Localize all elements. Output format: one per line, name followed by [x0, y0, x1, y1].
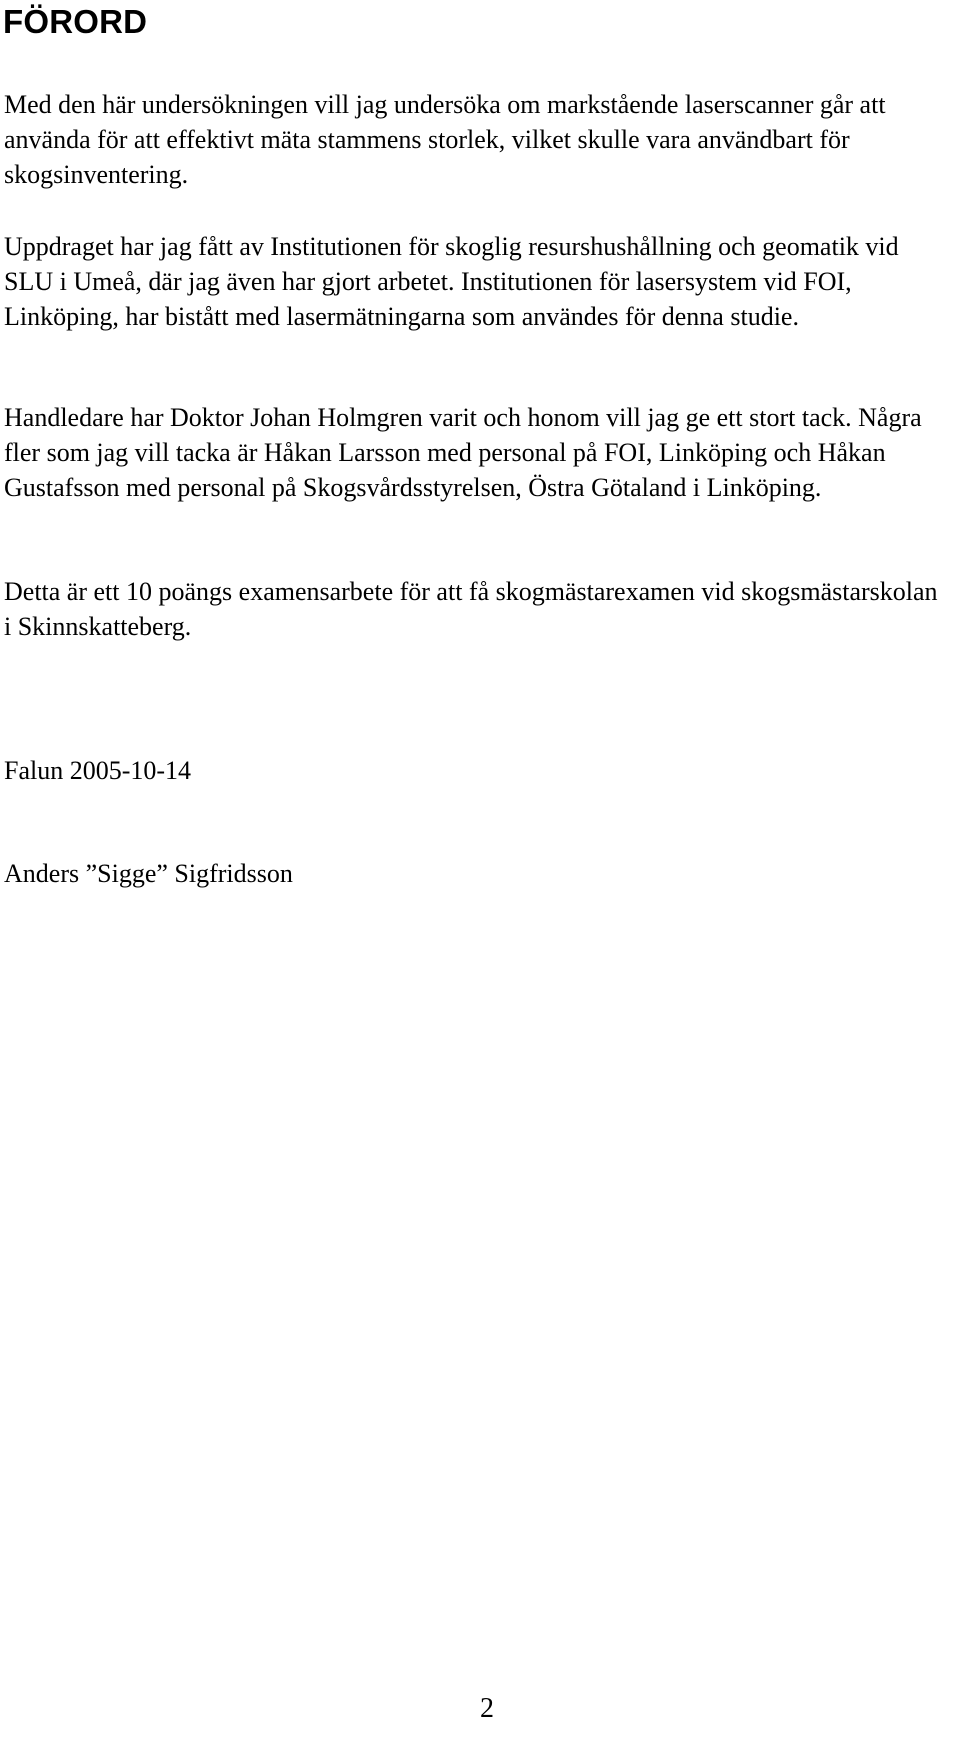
place-and-date: Falun 2005-10-14 [4, 756, 192, 785]
paragraph-purpose: Med den här undersökningen vill jag undersöka om markstående laserscanner går att använda för att effektivt mäta stammens storlek, vilket skulle vara användbart för skogsinventering. [4, 90, 886, 189]
page-number: 2 [480, 1693, 494, 1724]
paragraph-assignment: Uppdraget har jag fått av Institutionen för skoglig resurshushållning och geomatik vid SLU i Umeå, där jag även har gjort arbetet. Institutionen för lasersystem vid FOI, Linköping, har bistått med lasermätningarna som användes för denna studie. [4, 232, 899, 331]
author-signature: Anders ”Sigge” Sigfridsson [4, 859, 293, 888]
paragraph-thesis-info: Detta är ett 10 poängs examensarbete för att få skogmästarexamen vid skogsmästarskolan i Skinnskatteberg. [4, 577, 938, 641]
paragraph-acknowledgements: Handledare har Doktor Johan Holmgren varit och honom vill jag ge ett stort tack. Några fler som jag vill tacka är Håkan Larsson med personal på FOI, Linköping och Håkan Gustafsson med personal på Skogsvårdsstyrelsen, Östra Götaland i Linköping. [4, 403, 922, 502]
page-heading: FÖRORD [3, 3, 148, 40]
